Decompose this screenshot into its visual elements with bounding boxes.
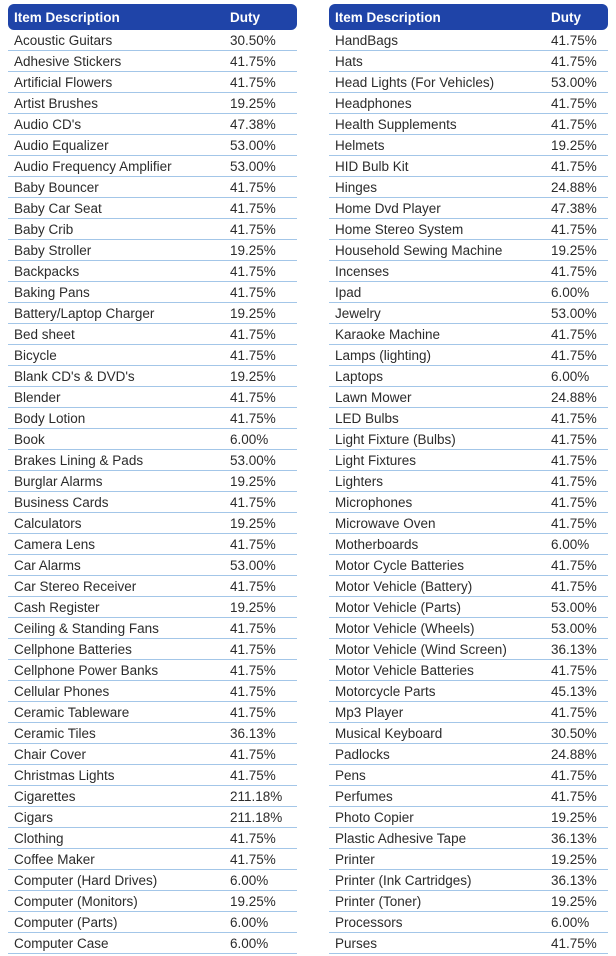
table-row: [8, 240, 297, 261]
table-row: [8, 324, 297, 345]
table-row: [8, 303, 297, 324]
item-description-cell: Light Fixtures: [335, 452, 417, 468]
duty-header: Duty: [551, 9, 581, 25]
item-description-cell: Artist Brushes: [14, 95, 99, 111]
table-row: [329, 219, 608, 240]
item-description-cell: Calculators: [14, 515, 82, 531]
duty-cell: 19.25%: [551, 242, 597, 258]
table-row: [329, 555, 608, 576]
item-description-cell: Musical Keyboard: [335, 725, 443, 741]
table-body: [329, 30, 608, 954]
table-row: [8, 135, 297, 156]
duty-cell: 19.25%: [230, 242, 276, 258]
table-row: [329, 576, 608, 597]
duty-cell: 41.75%: [551, 557, 597, 573]
table-row: [8, 807, 297, 828]
item-description-cell: Home Stereo System: [335, 221, 464, 237]
duty-cell: 41.75%: [230, 284, 276, 300]
table-row: [8, 387, 297, 408]
duty-cell: 41.75%: [230, 326, 276, 342]
duty-cell: 6.00%: [551, 536, 590, 552]
duty-cell: 41.75%: [551, 515, 597, 531]
item-description-cell: Blank CD's & DVD's: [14, 368, 135, 384]
table-row: [8, 912, 297, 933]
table-row: [8, 723, 297, 744]
item-description-cell: Helmets: [335, 137, 385, 153]
duty-cell: 41.75%: [230, 494, 276, 510]
item-description-cell: Cash Register: [14, 599, 100, 615]
duty-cell: 41.75%: [551, 452, 597, 468]
table-row: [329, 135, 608, 156]
table-row: [8, 933, 297, 954]
table-row: [8, 492, 297, 513]
table-row: [8, 429, 297, 450]
duty-cell: 6.00%: [230, 431, 269, 447]
item-description-cell: Home Dvd Player: [335, 200, 441, 216]
item-description-cell: Christmas Lights: [14, 767, 115, 783]
item-description-cell: Hats: [335, 53, 363, 69]
table-row: [329, 156, 608, 177]
table-row: [8, 555, 297, 576]
table-row: [329, 639, 608, 660]
duty-cell: 53.00%: [230, 158, 276, 174]
duty-cell: 36.13%: [551, 830, 597, 846]
table-row: [329, 408, 608, 429]
duty-cell: 41.75%: [551, 326, 597, 342]
item-description-cell: Blender: [14, 389, 61, 405]
item-description-cell: Camera Lens: [14, 536, 96, 552]
item-description-cell: Karaoke Machine: [335, 326, 441, 342]
table-row: [8, 30, 297, 51]
item-description-cell: Baby Car Seat: [14, 200, 102, 216]
item-description-cell: Motor Vehicle (Wind Screen): [335, 641, 507, 657]
duty-cell: 6.00%: [551, 368, 590, 384]
table-row: [329, 30, 608, 51]
duty-cell: 19.25%: [230, 95, 276, 111]
duty-cell: 53.00%: [230, 137, 276, 153]
table-row: [329, 177, 608, 198]
duty-cell: 36.13%: [551, 641, 597, 657]
duty-cell: 41.75%: [551, 347, 597, 363]
duty-cell: 19.25%: [230, 515, 276, 531]
item-description-cell: Light Fixture (Bulbs): [335, 431, 456, 447]
duty-cell: 41.75%: [230, 851, 276, 867]
table-row: [329, 198, 608, 219]
duty-cell: 41.75%: [551, 221, 597, 237]
duty-cell: 53.00%: [551, 74, 597, 90]
item-description-cell: Baby Stroller: [14, 242, 92, 258]
table-row: [329, 723, 608, 744]
table-row: [329, 744, 608, 765]
duty-cell: 19.25%: [230, 599, 276, 615]
duty-cell: 41.75%: [551, 578, 597, 594]
item-description-cell: Baby Bouncer: [14, 179, 99, 195]
duty-cell: 41.75%: [230, 74, 276, 90]
table-row: [8, 576, 297, 597]
item-description-cell: HandBags: [335, 32, 399, 48]
duty-cell: 6.00%: [230, 935, 269, 951]
duty-cell: 19.25%: [230, 473, 276, 489]
item-description-cell: Clothing: [14, 830, 64, 846]
duty-cell: 24.88%: [551, 179, 597, 195]
item-description-cell: Head Lights (For Vehicles): [335, 74, 495, 90]
table-row: [8, 177, 297, 198]
duty-cell: 41.75%: [230, 683, 276, 699]
table-row: [8, 639, 297, 660]
item-description-cell: Motor Vehicle Batteries: [335, 662, 474, 678]
duty-cell: 41.75%: [230, 830, 276, 846]
duty-cell: 41.75%: [551, 410, 597, 426]
table-row: [329, 261, 608, 282]
duty-cell: 41.75%: [230, 221, 276, 237]
item-description-cell: Audio Equalizer: [14, 137, 109, 153]
table-row: [329, 513, 608, 534]
table-row: [8, 744, 297, 765]
table-row: [329, 681, 608, 702]
item-description-cell: Chair Cover: [14, 746, 87, 762]
table-header: [8, 4, 297, 30]
table-row: [8, 198, 297, 219]
item-description-cell: Car Stereo Receiver: [14, 578, 137, 594]
duty-cell: 41.75%: [230, 200, 276, 216]
duty-table-right: [329, 4, 608, 954]
duty-cell: 41.75%: [551, 95, 597, 111]
table-row: [8, 681, 297, 702]
duty-cell: 6.00%: [230, 914, 269, 930]
duty-cell: 41.75%: [551, 935, 597, 951]
duty-cell: 47.38%: [551, 200, 597, 216]
item-description-cell: Brakes Lining & Pads: [14, 452, 144, 468]
item-description-cell: Household Sewing Machine: [335, 242, 503, 258]
item-description-cell: Motor Vehicle (Battery): [335, 578, 473, 594]
item-description-cell: Plastic Adhesive Tape: [335, 830, 467, 846]
duty-cell: 53.00%: [230, 452, 276, 468]
item-description-cell: Cellphone Batteries: [14, 641, 132, 657]
duty-cell: 24.88%: [551, 746, 597, 762]
duty-cell: 41.75%: [230, 53, 276, 69]
duty-cell: 45.13%: [551, 683, 597, 699]
table-row: [8, 471, 297, 492]
item-description-cell: Computer (Parts): [14, 914, 118, 930]
table-row: [329, 429, 608, 450]
table-row: [8, 282, 297, 303]
duty-cell: 41.75%: [230, 641, 276, 657]
duty-cell: 41.75%: [551, 494, 597, 510]
item-description-cell: Ceramic Tableware: [14, 704, 130, 720]
table-row: [329, 303, 608, 324]
duty-cell: 53.00%: [230, 557, 276, 573]
item-description-cell: Motor Cycle Batteries: [335, 557, 465, 573]
table-row: [329, 240, 608, 261]
item-description-cell: Computer (Monitors): [14, 893, 138, 909]
duty-cell: 47.38%: [230, 116, 276, 132]
item-description-cell: Printer (Toner): [335, 893, 422, 909]
duty-cell: 41.75%: [551, 32, 597, 48]
duty-cell: 41.75%: [230, 410, 276, 426]
duty-cell: 41.75%: [230, 620, 276, 636]
item-description-cell: Microphones: [335, 494, 413, 510]
item-description-cell: Cellphone Power Banks: [14, 662, 159, 678]
item-description-cell: Motherboards: [335, 536, 419, 552]
duty-cell: 41.75%: [551, 662, 597, 678]
item-description-cell: Coffee Maker: [14, 851, 95, 867]
duty-cell: 53.00%: [551, 620, 597, 636]
table-row: [8, 870, 297, 891]
table-row: [329, 366, 608, 387]
duty-cell: 53.00%: [551, 305, 597, 321]
table-row: [329, 282, 608, 303]
duty-cell: 41.75%: [551, 158, 597, 174]
duty-cell: 41.75%: [230, 746, 276, 762]
duty-cell: 41.75%: [551, 431, 597, 447]
table-row: [8, 849, 297, 870]
duty-cell: 41.75%: [230, 662, 276, 678]
item-description-cell: Ceiling & Standing Fans: [14, 620, 159, 636]
duty-cell: 6.00%: [551, 284, 590, 300]
duty-cell: 41.75%: [230, 389, 276, 405]
duty-cell: 41.75%: [551, 473, 597, 489]
item-description-cell: Printer: [335, 851, 375, 867]
item-description-cell: Mp3 Player: [335, 704, 404, 720]
item-description-cell: Burglar Alarms: [14, 473, 103, 489]
duty-cell: 53.00%: [551, 599, 597, 615]
duty-cell: 41.75%: [551, 767, 597, 783]
item-description-cell: Laptops: [335, 368, 384, 384]
duty-cell: 41.75%: [230, 767, 276, 783]
table-header: [329, 4, 608, 30]
item-description-cell: Cigarettes: [14, 788, 76, 804]
table-row: [329, 933, 608, 954]
item-description-cell: HID Bulb Kit: [335, 158, 409, 174]
item-description-cell: Pens: [335, 767, 366, 783]
table-row: [8, 93, 297, 114]
item-description-cell: Padlocks: [335, 746, 390, 762]
duty-cell: 211.18%: [230, 788, 283, 804]
item-description-cell: Incenses: [335, 263, 390, 279]
table-row: [329, 912, 608, 933]
duty-cell: 19.25%: [551, 137, 597, 153]
item-description-cell: Adhesive Stickers: [14, 53, 122, 69]
item-description-cell: Motorcycle Parts: [335, 683, 436, 699]
table-row: [8, 261, 297, 282]
table-row: [8, 408, 297, 429]
duty-cell: 19.25%: [551, 893, 597, 909]
table-row: [8, 450, 297, 471]
item-description-cell: Photo Copier: [335, 809, 414, 825]
table-row: [8, 345, 297, 366]
table-row: [329, 891, 608, 912]
duty-header: Duty: [230, 9, 260, 25]
table-row: [8, 72, 297, 93]
duty-cell: 211.18%: [230, 809, 283, 825]
item-description-cell: Ipad: [335, 284, 362, 300]
item-description-header: Item Description: [14, 9, 120, 25]
item-description-cell: Body Lotion: [14, 410, 86, 426]
item-description-cell: Backpacks: [14, 263, 80, 279]
duty-cell: 36.13%: [551, 872, 597, 888]
table-row: [329, 618, 608, 639]
table-row: [8, 534, 297, 555]
table-row: [329, 450, 608, 471]
item-description-cell: Lighters: [335, 473, 384, 489]
table-row: [8, 828, 297, 849]
table-row: [329, 93, 608, 114]
table-row: [329, 765, 608, 786]
table-row: [329, 492, 608, 513]
table-row: [8, 156, 297, 177]
duty-cell: 41.75%: [551, 263, 597, 279]
table-row: [329, 534, 608, 555]
table-row: [329, 114, 608, 135]
item-description-cell: Baking Pans: [14, 284, 90, 300]
duty-cell: 41.75%: [551, 53, 597, 69]
table-row: [329, 345, 608, 366]
duty-cell: 6.00%: [230, 872, 269, 888]
table-row: [8, 513, 297, 534]
duty-cell: 36.13%: [230, 725, 276, 741]
item-description-cell: Computer (Hard Drives): [14, 872, 158, 888]
duty-cell: 19.25%: [551, 851, 597, 867]
duty-table-left: [8, 4, 297, 954]
duty-cell: 41.75%: [230, 347, 276, 363]
item-description-cell: Lamps (lighting): [335, 347, 432, 363]
duty-cell: 19.25%: [551, 809, 597, 825]
duty-cell: 41.75%: [230, 536, 276, 552]
item-description-cell: Computer Case: [14, 935, 109, 951]
item-description-cell: Business Cards: [14, 494, 109, 510]
item-description-cell: Lawn Mower: [335, 389, 412, 405]
table-row: [329, 786, 608, 807]
item-description-cell: Ceramic Tiles: [14, 725, 96, 741]
duty-cell: 41.75%: [551, 704, 597, 720]
table-row: [329, 471, 608, 492]
table-row: [329, 702, 608, 723]
item-description-cell: Processors: [335, 914, 403, 930]
table-row: [329, 597, 608, 618]
table-row: [8, 597, 297, 618]
table-row: [8, 114, 297, 135]
table-row: [329, 660, 608, 681]
table-row: [8, 219, 297, 240]
item-description-cell: Printer (Ink Cartridges): [335, 872, 472, 888]
item-description-cell: Battery/Laptop Charger: [14, 305, 155, 321]
table-row: [329, 849, 608, 870]
item-description-cell: Perfumes: [335, 788, 393, 804]
duty-cell: 41.75%: [230, 263, 276, 279]
item-description-cell: Cellular Phones: [14, 683, 110, 699]
table-row: [329, 324, 608, 345]
duty-cell: 19.25%: [230, 305, 276, 321]
item-description-cell: Purses: [335, 935, 378, 951]
duty-cell: 24.88%: [551, 389, 597, 405]
item-description-cell: Audio Frequency Amplifier: [14, 158, 172, 174]
item-description-cell: Bicycle: [14, 347, 57, 363]
table-row: [8, 366, 297, 387]
item-description-cell: Artificial Flowers: [14, 74, 113, 90]
table-row: [8, 618, 297, 639]
duty-cell: 41.75%: [230, 578, 276, 594]
item-description-cell: Audio CD's: [14, 116, 82, 132]
table-row: [329, 828, 608, 849]
table-row: [329, 72, 608, 93]
item-description-cell: Motor Vehicle (Wheels): [335, 620, 475, 636]
item-description-cell: Health Supplements: [335, 116, 457, 132]
table-row: [8, 765, 297, 786]
duty-cell: 19.25%: [230, 893, 276, 909]
duty-cell: 41.75%: [551, 116, 597, 132]
table-row: [329, 387, 608, 408]
item-description-header: Item Description: [335, 9, 441, 25]
item-description-cell: Hinges: [335, 179, 378, 195]
table-row: [8, 51, 297, 72]
table-row: [8, 702, 297, 723]
duty-cell: 6.00%: [551, 914, 590, 930]
item-description-cell: Book: [14, 431, 45, 447]
duty-cell: 41.75%: [551, 788, 597, 804]
table-row: [8, 786, 297, 807]
table-row: [8, 660, 297, 681]
item-description-cell: Baby Crib: [14, 221, 74, 237]
item-description-cell: Motor Vehicle (Parts): [335, 599, 462, 615]
item-description-cell: Cigars: [14, 809, 54, 825]
duty-cell: 41.75%: [230, 179, 276, 195]
table-row: [329, 51, 608, 72]
table-row: [329, 807, 608, 828]
duty-cell: 30.50%: [551, 725, 597, 741]
item-description-cell: Car Alarms: [14, 557, 81, 573]
item-description-cell: Bed sheet: [14, 326, 75, 342]
duty-cell: 30.50%: [230, 32, 276, 48]
item-description-cell: Acoustic Guitars: [14, 32, 113, 48]
table-row: [329, 870, 608, 891]
duty-cell: 19.25%: [230, 368, 276, 384]
item-description-cell: Microwave Oven: [335, 515, 436, 531]
duty-cell: 41.75%: [230, 704, 276, 720]
item-description-cell: Jewelry: [335, 305, 381, 321]
table-row: [8, 891, 297, 912]
item-description-cell: Headphones: [335, 95, 412, 111]
table-body: [8, 30, 297, 954]
item-description-cell: LED Bulbs: [335, 410, 399, 426]
